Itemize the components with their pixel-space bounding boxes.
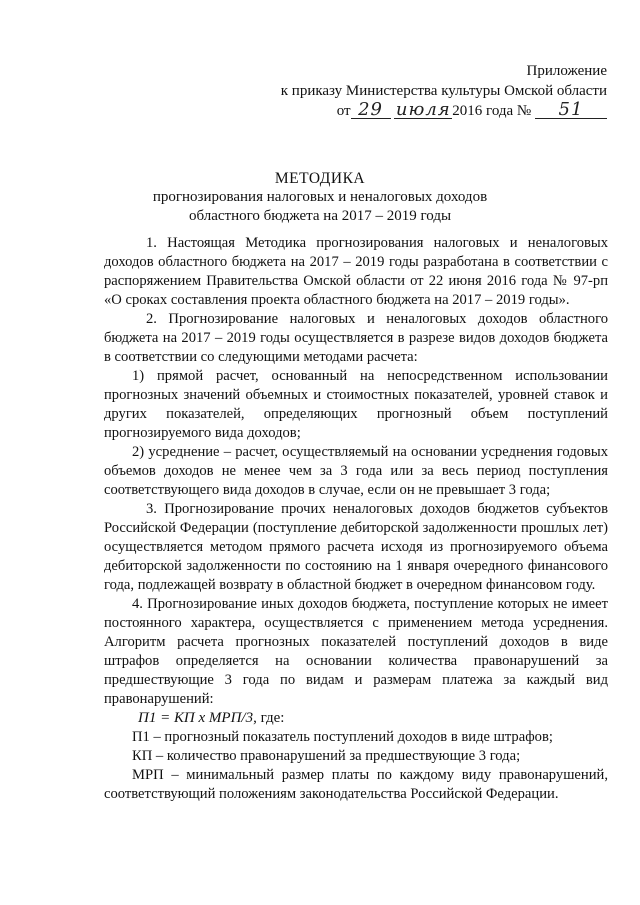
appendix-header xyxy=(281,61,607,121)
document-body xyxy=(104,234,608,804)
handwritten-month: июля xyxy=(395,99,451,120)
handwritten-order-number: 51 xyxy=(535,102,607,119)
formula-suffix: , где: xyxy=(253,710,285,726)
paragraph-4: 4. Прогнозирование иных доходов бюджета, поступление которых не имеет постоянного характера, осуществляется с применением метода усреднения. Алгоритм расчета прогнозных показателей поступлений доходов в виде штрафов определяется на основании количества правонарушений за предшествующие 3 года по видам и размерам платежа за каждый вид правонарушений: xyxy=(104,596,608,707)
formula-expression: П1 = КП х МРП/3 xyxy=(138,710,254,726)
paragraph-2: 2. Прогнозирование налоговых и неналоговых доходов областного бюджета на 2017 – 2019 годы осуществляется в разрезе видов доходов бюджета в соответствии со следующими методами расчета: xyxy=(104,311,608,365)
method-item-1: 1) прямой расчет, основанный на непосредственном использовании прогнозных значений объемных и стоимостных показателей, уровней ставок и других показателей, определяющих прогнозный объем поступлений прогнозируемого вида доходов; xyxy=(104,368,608,441)
title-line-3: областного бюджета на 2017 – 2019 годы xyxy=(188,208,452,224)
title-heading: МЕТОДИКА xyxy=(274,170,366,187)
title-line-2: прогнозирования налоговых и неналоговых доходов xyxy=(152,189,488,205)
method-item-2: 2) усреднение – расчет, осуществляемый на основании усреднения годовых объемов доходов не менее чем за 3 года или за весь период поступления соответствующего вида доходов в случае, если он не превышает 3 года; xyxy=(104,444,608,498)
definition-p1: П1 – прогнозный показатель поступлений доходов в виде штрафов; xyxy=(132,729,553,745)
document-title xyxy=(0,169,640,226)
handwritten-day: 29 xyxy=(351,102,391,119)
order-date-line xyxy=(281,101,607,121)
date-prefix: от xyxy=(336,103,351,119)
definition-mrp: МРП – минимальный размер платы по каждому виду правонарушений, соответствующий положениям законодательства Российской Федерации. xyxy=(104,767,608,802)
appendix-label: Приложение xyxy=(526,63,607,79)
fine-formula xyxy=(104,709,608,728)
order-reference: к приказу Министерства культуры Омской области xyxy=(280,83,607,99)
date-suffix: 2016 года № xyxy=(452,103,532,119)
paragraph-3: 3. Прогнозирование прочих неналоговых доходов бюджетов субъектов Российской Федерации (поступление дебиторской задолженности прошлых лет) осуществляется методом прямого расчета исходя из прогнозируемого объема дебиторской задолженности по состоянию на 1 января очередного финансового года, подлежащей возврату в областной бюджет в очередном финансовом году. xyxy=(104,501,608,593)
definition-kp: КП – количество правонарушений за предшествующие 3 года; xyxy=(132,748,521,764)
paragraph-1: 1. Настоящая Методика прогнозирования налоговых и неналоговых доходов областного бюджета на 2017 – 2019 годы разработана в соответствии с распоряжением Правительства Омской области от 22 июня 2016 года № 97-рп «О сроках составления проекта областного бюджета на 2017 – 2019 годы». xyxy=(104,235,608,308)
